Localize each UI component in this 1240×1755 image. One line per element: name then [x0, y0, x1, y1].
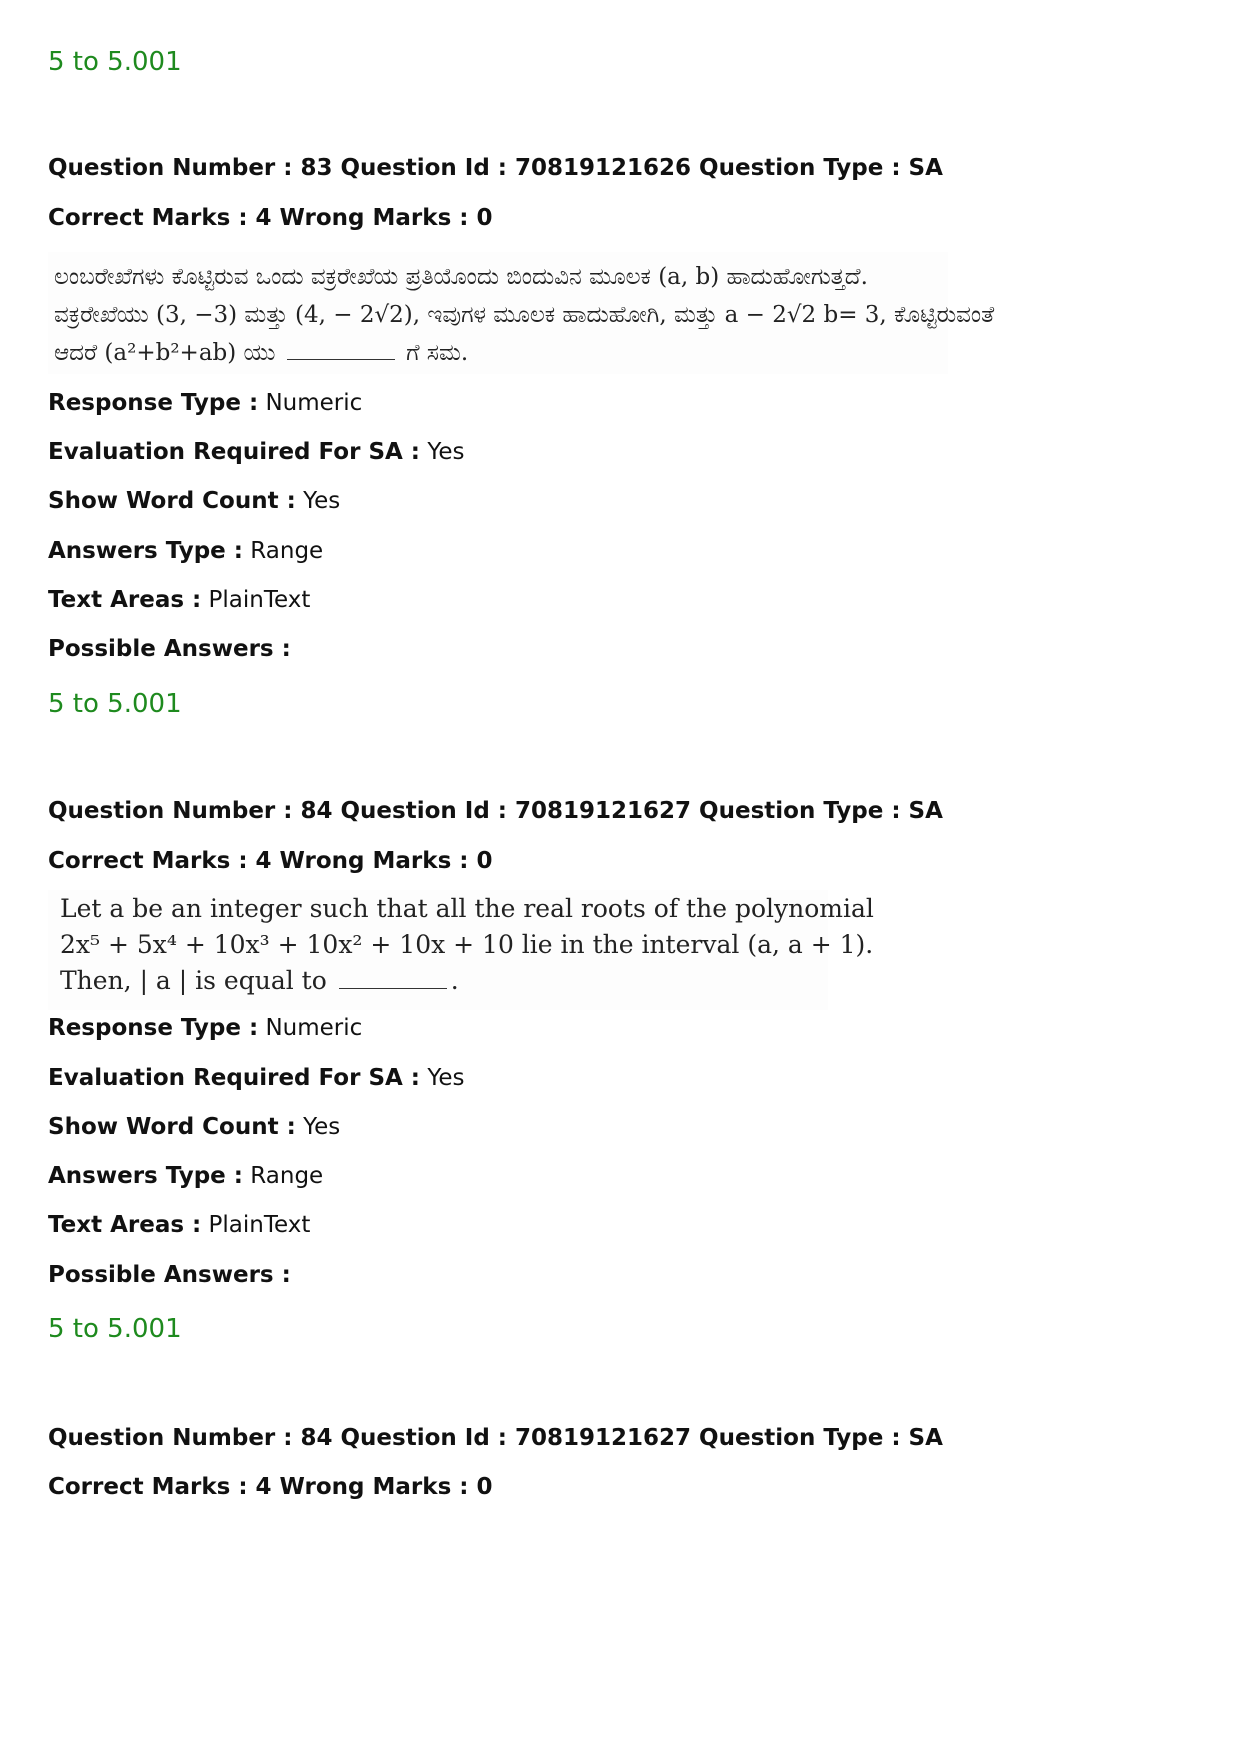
field-answers-type: Answers Type : Range — [48, 1163, 324, 1189]
possible-answer: 5 to 5.001 — [48, 689, 182, 719]
answer-blank — [339, 974, 447, 989]
question-header: Question Number : 84 Question Id : 70819121627 Question Type : SA — [48, 798, 943, 824]
field-evaluation-required: Evaluation Required For SA : Yes — [48, 439, 465, 465]
question-text-line-last — [54, 328, 468, 378]
field-response-type: Response Type : Numeric — [48, 390, 363, 416]
question-marks: Correct Marks : 4 Wrong Marks : 0 — [48, 205, 493, 231]
question-text-fragment: ಆದರೆ (a²+b²+ab) ಯು — [54, 340, 276, 366]
field-possible-answers: Possible Answers : — [48, 1262, 291, 1288]
question-header: Question Number : 84 Question Id : 70819121627 Question Type : SA — [48, 1425, 943, 1451]
question-marks: Correct Marks : 4 Wrong Marks : 0 — [48, 848, 493, 874]
question-text-fragment: ಗೆ ಸಮ. — [406, 340, 469, 366]
question-text-line: ವಕ್ರರೇಖೆಯು (3, −3) ಮತ್ತು (4, − 2√2), ಇವುಗಳ ಮೂಲಕ ಹಾದುಹೋಗಿ, ಮತ್ತು a − 2√2 b= 3, ಕೊಟ್ಟಿರುವಂತೆ — [54, 302, 995, 328]
question-marks: Correct Marks : 4 Wrong Marks : 0 — [48, 1474, 493, 1500]
question-text-line: ಲಂಬರೇಖೆಗಳು ಕೊಟ್ಟಿರುವ ಒಂದು ವಕ್ರರೇಖೆಯ ಪ್ರತಿಯೊಂದು ಬಿಂದುವಿನ ಮೂಲಕ (a, b) ಹಾದುಹೋಗುತ್ತದೆ. — [54, 264, 868, 290]
question-text-line: 2x⁵ + 5x⁴ + 10x³ + 10x² + 10x + 10 lie in the interval (a, a + 1). — [60, 930, 874, 959]
possible-answer: 5 to 5.001 — [48, 1314, 182, 1344]
question-text-fragment: Then, | a | is equal to — [60, 966, 327, 995]
question-image-english — [48, 890, 874, 1010]
question-image-kannada — [48, 252, 995, 374]
question-text-line-last — [60, 962, 459, 1000]
field-text-areas: Text Areas : PlainText — [48, 587, 311, 613]
field-text-areas: Text Areas : PlainText — [48, 1212, 311, 1238]
field-show-word-count: Show Word Count : Yes — [48, 1114, 341, 1140]
question-header: Question Number : 83 Question Id : 70819121626 Question Type : SA — [48, 155, 943, 181]
field-show-word-count: Show Word Count : Yes — [48, 488, 341, 514]
field-response-type: Response Type : Numeric — [48, 1015, 363, 1041]
field-possible-answers: Possible Answers : — [48, 636, 291, 662]
field-answers-type: Answers Type : Range — [48, 538, 324, 564]
question-text-fragment: . — [450, 966, 459, 995]
answer-blank — [287, 345, 395, 360]
possible-answer: 5 to 5.001 — [48, 47, 182, 77]
question-text-line: Let a be an integer such that all the real roots of the polynomial — [60, 894, 874, 923]
field-evaluation-required: Evaluation Required For SA : Yes — [48, 1065, 465, 1091]
